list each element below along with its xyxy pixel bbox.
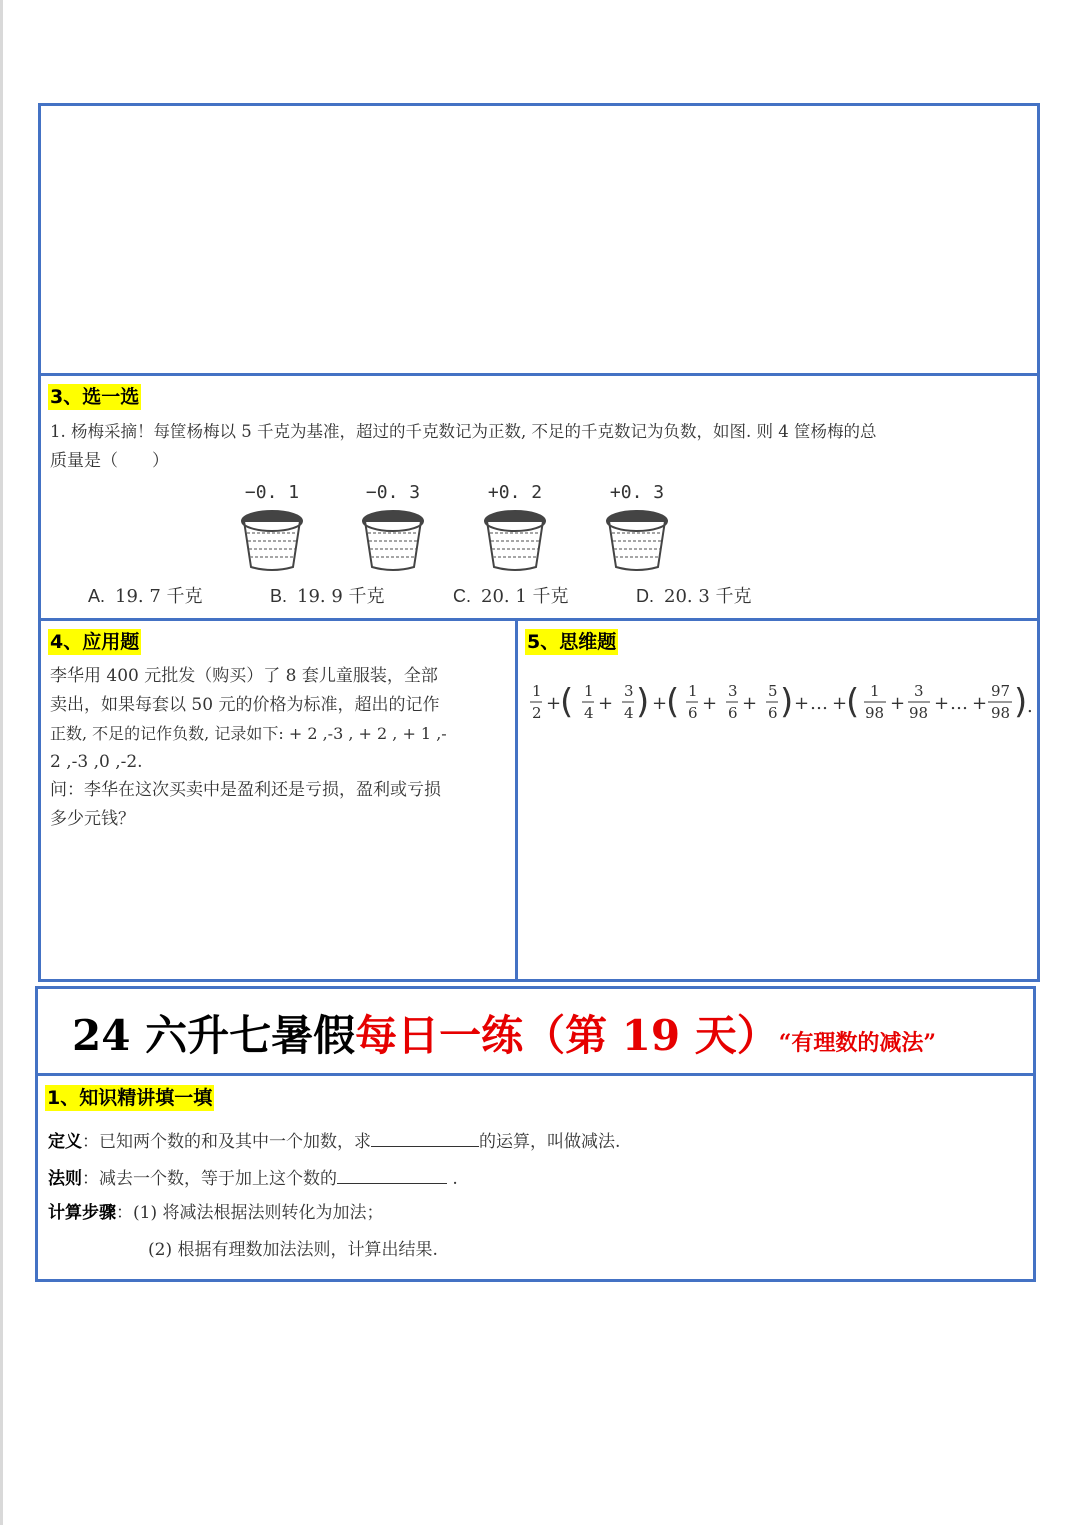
svg-text:1: 1 bbox=[532, 682, 542, 700]
option-a[interactable] bbox=[88, 582, 203, 608]
title-part-2: 每日一练（第 19 天） bbox=[355, 1011, 779, 1060]
definition-blank[interactable] bbox=[371, 1126, 479, 1147]
svg-text:(: ( bbox=[560, 682, 574, 722]
question-5-expression bbox=[528, 678, 1034, 728]
basket-label-4: +0. 3 bbox=[609, 482, 665, 503]
svg-text:98: 98 bbox=[909, 704, 929, 722]
svg-text:+: + bbox=[652, 693, 668, 714]
svg-text:6: 6 bbox=[688, 704, 698, 722]
question-5-box bbox=[515, 618, 1040, 982]
svg-text:3: 3 bbox=[914, 682, 924, 700]
svg-text:4: 4 bbox=[624, 704, 634, 722]
svg-text:5: 5 bbox=[768, 682, 778, 700]
svg-text:3: 3 bbox=[624, 682, 634, 700]
svg-text:): ) bbox=[636, 682, 650, 722]
question-4-line: 2 ,-3 ,0 ,-2. bbox=[50, 752, 143, 772]
definition-text-end: 的运算，叫做减法. bbox=[479, 1132, 621, 1152]
svg-text:+: + bbox=[890, 693, 906, 714]
question-3-line-1: 1. 杨梅采摘！每筐杨梅以 5 千克为基准，超过的千克数记为正数, 不足的千克数记为负数，如图. 则 4 筐杨梅的总 bbox=[50, 422, 877, 441]
basket-label-2: −0. 3 bbox=[365, 482, 421, 503]
svg-text:+: + bbox=[742, 693, 758, 714]
svg-text:+: + bbox=[972, 693, 988, 714]
title-part-1: 24 六升七暑假 bbox=[72, 1011, 356, 1060]
option-key: C. bbox=[453, 586, 471, 606]
basket-label-3: +0. 2 bbox=[487, 482, 543, 503]
basket-icon bbox=[604, 507, 670, 573]
question-5-heading: 5、思维题 bbox=[527, 631, 617, 653]
basket-label-1: −0. 1 bbox=[244, 482, 300, 503]
basket-icon bbox=[482, 507, 548, 573]
page-title bbox=[72, 1003, 936, 1063]
blank-answer-box bbox=[38, 103, 1040, 376]
option-c[interactable] bbox=[453, 582, 569, 608]
option-value: 19. 7 千克 bbox=[115, 586, 203, 607]
svg-text:98: 98 bbox=[865, 704, 885, 722]
question-4-line: 多少元钱？ bbox=[50, 809, 135, 829]
steps-label: 计算步骤 bbox=[48, 1203, 116, 1223]
svg-text:.: . bbox=[1027, 696, 1033, 717]
option-value: 19. 9 千克 bbox=[297, 586, 385, 607]
rule-blank[interactable] bbox=[337, 1163, 447, 1184]
svg-text:1: 1 bbox=[584, 682, 594, 700]
definition-line bbox=[48, 1126, 620, 1156]
step-1-text: ：(1) 将减法根据法则转化为加法； bbox=[116, 1203, 384, 1223]
question-3-heading: 3、选一选 bbox=[50, 386, 140, 408]
svg-text:3: 3 bbox=[728, 682, 738, 700]
rule-line bbox=[48, 1163, 458, 1193]
basket-icon bbox=[360, 507, 426, 573]
svg-text:98: 98 bbox=[991, 704, 1011, 722]
svg-text:2: 2 bbox=[532, 704, 542, 722]
svg-text:1: 1 bbox=[870, 682, 880, 700]
svg-text:+: + bbox=[934, 693, 950, 714]
question-4-heading: 4、应用题 bbox=[50, 631, 140, 653]
rule-label: 法则 bbox=[48, 1169, 82, 1189]
svg-text:4: 4 bbox=[584, 704, 594, 722]
step-2-text: (2) 根据有理数加法法则，计算出结果. bbox=[148, 1240, 438, 1260]
svg-text:+: + bbox=[702, 693, 718, 714]
question-4-line: 卖出，如果每套以 50 元的价格为标准，超出的记作 bbox=[50, 695, 440, 715]
svg-text:+: + bbox=[598, 693, 614, 714]
definition-text: ：已知两个数的和及其中一个加数，求 bbox=[82, 1132, 371, 1152]
option-key: B. bbox=[270, 586, 288, 606]
svg-text:…: … bbox=[950, 693, 968, 714]
svg-text:): ) bbox=[1014, 682, 1028, 722]
svg-text:1: 1 bbox=[688, 682, 698, 700]
rule-text: ：减去一个数，等于加上这个数的 bbox=[82, 1169, 337, 1189]
option-key: D. bbox=[636, 586, 654, 606]
question-4-line: 李华用 400 元批发（购买）了 8 套儿童服装，全部 bbox=[50, 666, 438, 686]
basket-icon bbox=[239, 507, 305, 573]
title-part-3: “有理数的减法” bbox=[778, 1030, 937, 1056]
svg-text:): ) bbox=[780, 682, 794, 722]
svg-text:(: ( bbox=[846, 682, 860, 722]
definition-label: 定义 bbox=[48, 1132, 82, 1152]
option-value: 20. 3 千克 bbox=[664, 586, 752, 607]
svg-text:…: … bbox=[810, 693, 828, 714]
svg-text:+: + bbox=[546, 693, 562, 714]
option-value: 20. 1 千克 bbox=[481, 586, 569, 607]
svg-text:+: + bbox=[794, 693, 810, 714]
svg-text:(: ( bbox=[666, 682, 680, 722]
page-edge bbox=[0, 0, 3, 1525]
question-3-line-2: 质量是（ ） bbox=[50, 451, 169, 471]
question-4-line: 问：李华在这次买卖中是盈利还是亏损，盈利或亏损 bbox=[50, 780, 441, 800]
option-d[interactable] bbox=[636, 582, 752, 608]
svg-text:6: 6 bbox=[768, 704, 778, 722]
knowledge-heading: 1、知识精讲填一填 bbox=[47, 1087, 213, 1109]
svg-text:6: 6 bbox=[728, 704, 738, 722]
option-key: A. bbox=[88, 586, 106, 606]
svg-text:97: 97 bbox=[991, 682, 1011, 700]
question-4-line: 正数, 不足的记作负数, 记录如下: + 2 ,-3 , + 2 , + 1 ,- bbox=[50, 724, 447, 743]
steps-line bbox=[48, 1199, 383, 1227]
option-b[interactable] bbox=[270, 582, 385, 608]
svg-text:+: + bbox=[832, 693, 848, 714]
rule-text-end: . bbox=[447, 1169, 458, 1189]
